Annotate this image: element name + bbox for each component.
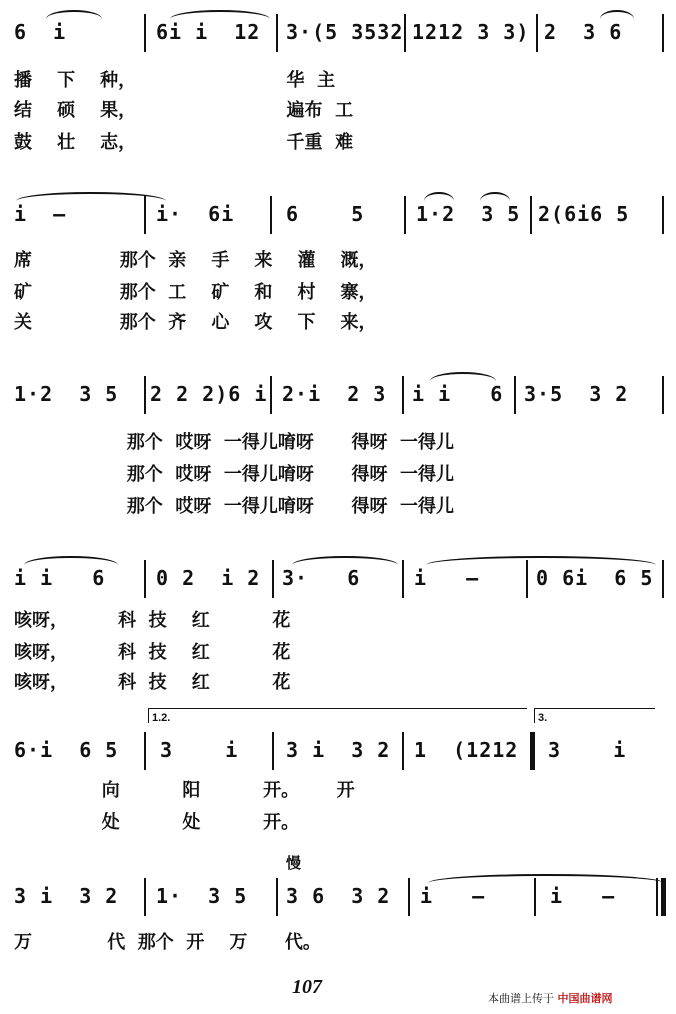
bar-line (144, 376, 146, 414)
lyric-line: 席 那个 亲 手 来 灌 溉， (14, 250, 377, 271)
footer-watermark (488, 990, 613, 1006)
measure-notes: 2(6i6 5 (538, 202, 630, 226)
volta-3-label: 3. (538, 712, 548, 724)
bar-line (402, 376, 404, 414)
bar-line (536, 14, 538, 52)
bar-line (514, 376, 516, 414)
final-bar-line-thin (656, 878, 658, 916)
notation-line (10, 192, 666, 236)
bar-line (526, 560, 528, 598)
notation-line (10, 728, 666, 772)
measure-notes: i i 6 (412, 382, 504, 406)
footer-text: 本曲谱上传于 (488, 992, 554, 1005)
measure-notes: 6i i 12 (156, 20, 261, 44)
measure-notes: 3·5 3 2 (524, 382, 629, 406)
measure-notes: 2·i 2 3 (282, 382, 387, 406)
notation-line (10, 874, 666, 918)
lyric-line: 向 阳 开。 开 (14, 780, 355, 801)
bar-line (144, 14, 146, 52)
staff-system-6 (0, 852, 676, 962)
measure-notes: 3 i 3 2 (14, 884, 119, 908)
staff-system-5 (0, 712, 676, 832)
bar-line (408, 878, 410, 916)
measure-notes: 1·2 3 5 (14, 382, 119, 406)
measure-notes: i· 6i (156, 202, 235, 226)
volta-3-bracket (534, 708, 655, 723)
lyric-line: 结 硕 果， 遍布 工 (14, 100, 354, 121)
lyric-line: 关 那个 齐 心 攻 下 来， (14, 312, 377, 333)
bar-line (662, 560, 664, 598)
bar-line (402, 560, 404, 598)
lyric-line: 咳呀， 科 技 红 花 (14, 672, 291, 693)
measure-notes: 3 i 3 2 (286, 738, 391, 762)
lyric-line: 万 代 那个 开 万 代。 (14, 932, 321, 953)
bar-line (270, 196, 272, 234)
lyric-line: 矿 那个 工 矿 和 村 寨， (14, 282, 377, 303)
measure-notes: 6·i 6 5 (14, 738, 119, 762)
lyric-line: 鼓 壮 志， 千重 难 (14, 132, 354, 153)
notation-line (10, 10, 666, 54)
measure-notes: i — (550, 884, 616, 908)
measure-notes: 1·2 3 5 (416, 202, 521, 226)
lyric-line: 咳呀， 科 技 红 花 (14, 610, 291, 631)
final-bar-line-thick (661, 878, 666, 916)
notation-line (10, 372, 666, 416)
measure-notes: 3 i (548, 738, 627, 762)
bar-line (272, 560, 274, 598)
site-logo: 中国曲谱网 (557, 992, 613, 1005)
measure-notes: 3· 6 (282, 566, 361, 590)
bar-line (276, 878, 278, 916)
lyric-line: 处 处 开。 (14, 812, 300, 833)
volta-1-2-label: 1.2. (152, 712, 171, 724)
bar-line (662, 196, 664, 234)
bar-line (270, 376, 272, 414)
measure-notes: i — (14, 202, 67, 226)
bar-line (402, 732, 404, 770)
notation-line (10, 556, 666, 600)
measure-notes: 1212 3 3) (412, 20, 530, 44)
measure-notes: 3·(5 3532 (286, 20, 404, 44)
bar-line (276, 14, 278, 52)
measure-notes: 2 3 6 (544, 20, 623, 44)
measure-notes: 0 6i 6 5 (536, 566, 654, 590)
lyric-line: 那个 哎呀 一得儿唷呀 得呀 一得儿 (14, 464, 454, 485)
bar-line (144, 878, 146, 916)
measure-notes: i — (420, 884, 486, 908)
staff-system-2 (0, 192, 676, 342)
measure-notes: 6 i (14, 20, 67, 44)
bar-line (662, 14, 664, 52)
staff-system-1 (0, 10, 676, 160)
lyric-line: 那个 哎呀 一得儿唷呀 得呀 一得儿 (14, 496, 454, 517)
volta-1-2-bracket (148, 708, 527, 723)
bar-line (534, 878, 536, 916)
bar-line (144, 560, 146, 598)
bar-line (530, 196, 532, 234)
bar-line (404, 14, 406, 52)
measure-notes: 0 2 i 2 (156, 566, 261, 590)
lyric-line: 咳呀， 科 技 红 花 (14, 642, 291, 663)
staff-system-3 (0, 372, 676, 522)
bar-line (404, 196, 406, 234)
measure-notes: 3 6 3 2 (286, 884, 391, 908)
staff-system-4 (0, 556, 676, 696)
measure-notes: 1 (1212 (414, 738, 519, 762)
bar-line (144, 732, 146, 770)
page-number: 107 (292, 976, 322, 998)
lyric-line: 播 下 种， 华 主 (14, 70, 336, 91)
tempo-marking: 慢 (286, 854, 302, 872)
measure-notes: 2 2 2)6 i (150, 382, 268, 406)
measure-notes: i i 6 (14, 566, 106, 590)
bar-line (272, 732, 274, 770)
bar-line (144, 196, 146, 234)
repeat-bar-line (530, 732, 535, 770)
measure-notes: 3 i (160, 738, 239, 762)
lyric-line: 那个 哎呀 一得儿唷呀 得呀 一得儿 (14, 432, 454, 453)
measure-notes: 6 5 (286, 202, 365, 226)
bar-line (662, 376, 664, 414)
measure-notes: 1· 3 5 (156, 884, 248, 908)
measure-notes: i — (414, 566, 480, 590)
